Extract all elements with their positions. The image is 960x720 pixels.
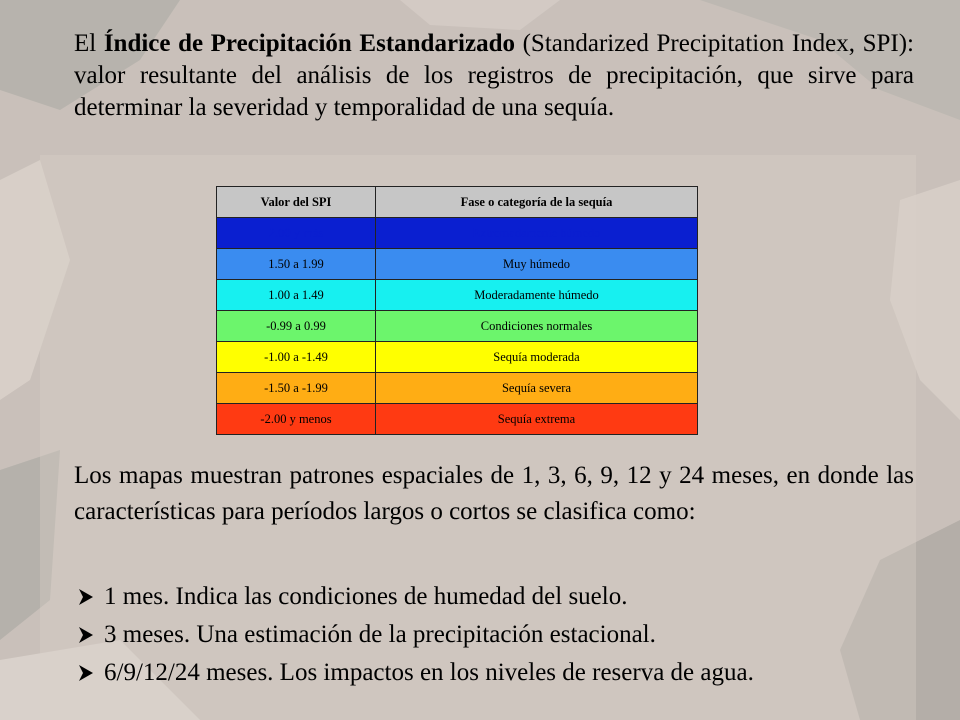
intro-paragraph bbox=[74, 28, 914, 124]
period-bullet-list bbox=[76, 578, 936, 692]
table-row bbox=[217, 280, 698, 311]
header-drought-category: Fase o categoría de la sequía bbox=[376, 187, 698, 218]
spi-value-cell: -1.00 a -1.49 bbox=[217, 342, 376, 373]
spi-value-cell: 2.00 y más bbox=[217, 218, 376, 249]
bullet-text: 1 mes. Indica las condiciones de humedad del suelo. bbox=[104, 583, 628, 610]
category-cell: Extremadamente húmedo bbox=[376, 218, 698, 249]
spi-table bbox=[216, 186, 698, 435]
maps-paragraph: Los mapas muestran patrones espaciales de 1, 3, 6, 9, 12 y 24 meses, en donde las características para períodos largos o cortos se clasifica como: bbox=[74, 462, 914, 525]
category-cell: Sequía extrema bbox=[376, 404, 698, 435]
bullet-text: 3 meses. Una estimación de la precipitación estacional. bbox=[104, 621, 656, 648]
table-row bbox=[217, 311, 698, 342]
spi-value-cell: -2.00 y menos bbox=[217, 404, 376, 435]
table-row bbox=[217, 373, 698, 404]
spi-value-cell: 1.50 a 1.99 bbox=[217, 249, 376, 280]
list-item bbox=[76, 616, 936, 654]
intro-term: Índice de Precipitación Estandarizado bbox=[103, 30, 515, 57]
table-row bbox=[217, 342, 698, 373]
spi-value-cell: -0.99 a 0.99 bbox=[217, 311, 376, 342]
bullet-text: 6/9/12/24 meses. Los impactos en los niveles de reserva de agua. bbox=[104, 659, 754, 686]
category-cell: Muy húmedo bbox=[376, 249, 698, 280]
list-item bbox=[76, 654, 936, 692]
category-cell: Sequía severa bbox=[376, 373, 698, 404]
intro-prefix: El bbox=[74, 30, 104, 57]
list-item bbox=[76, 578, 936, 616]
table-header-row bbox=[217, 187, 698, 218]
table-row bbox=[217, 249, 698, 280]
arrow-bullet-icon bbox=[76, 625, 96, 645]
category-cell: Sequía moderada bbox=[376, 342, 698, 373]
table-row bbox=[217, 404, 698, 435]
table-row bbox=[217, 218, 698, 249]
spi-value-cell: 1.00 a 1.49 bbox=[217, 280, 376, 311]
intro-rest: (Standarized Precipitation Index, SPI): valor resultante del análisis de los registros de precipitación, que sirve para determinar la severidad y temporalidad de una sequía. bbox=[74, 30, 914, 121]
header-spi-value: Valor del SPI bbox=[217, 187, 376, 218]
arrow-bullet-icon bbox=[76, 587, 96, 607]
spi-value-cell: -1.50 a -1.99 bbox=[217, 373, 376, 404]
category-cell: Moderadamente húmedo bbox=[376, 280, 698, 311]
arrow-bullet-icon bbox=[76, 663, 96, 683]
category-cell: Condiciones normales bbox=[376, 311, 698, 342]
